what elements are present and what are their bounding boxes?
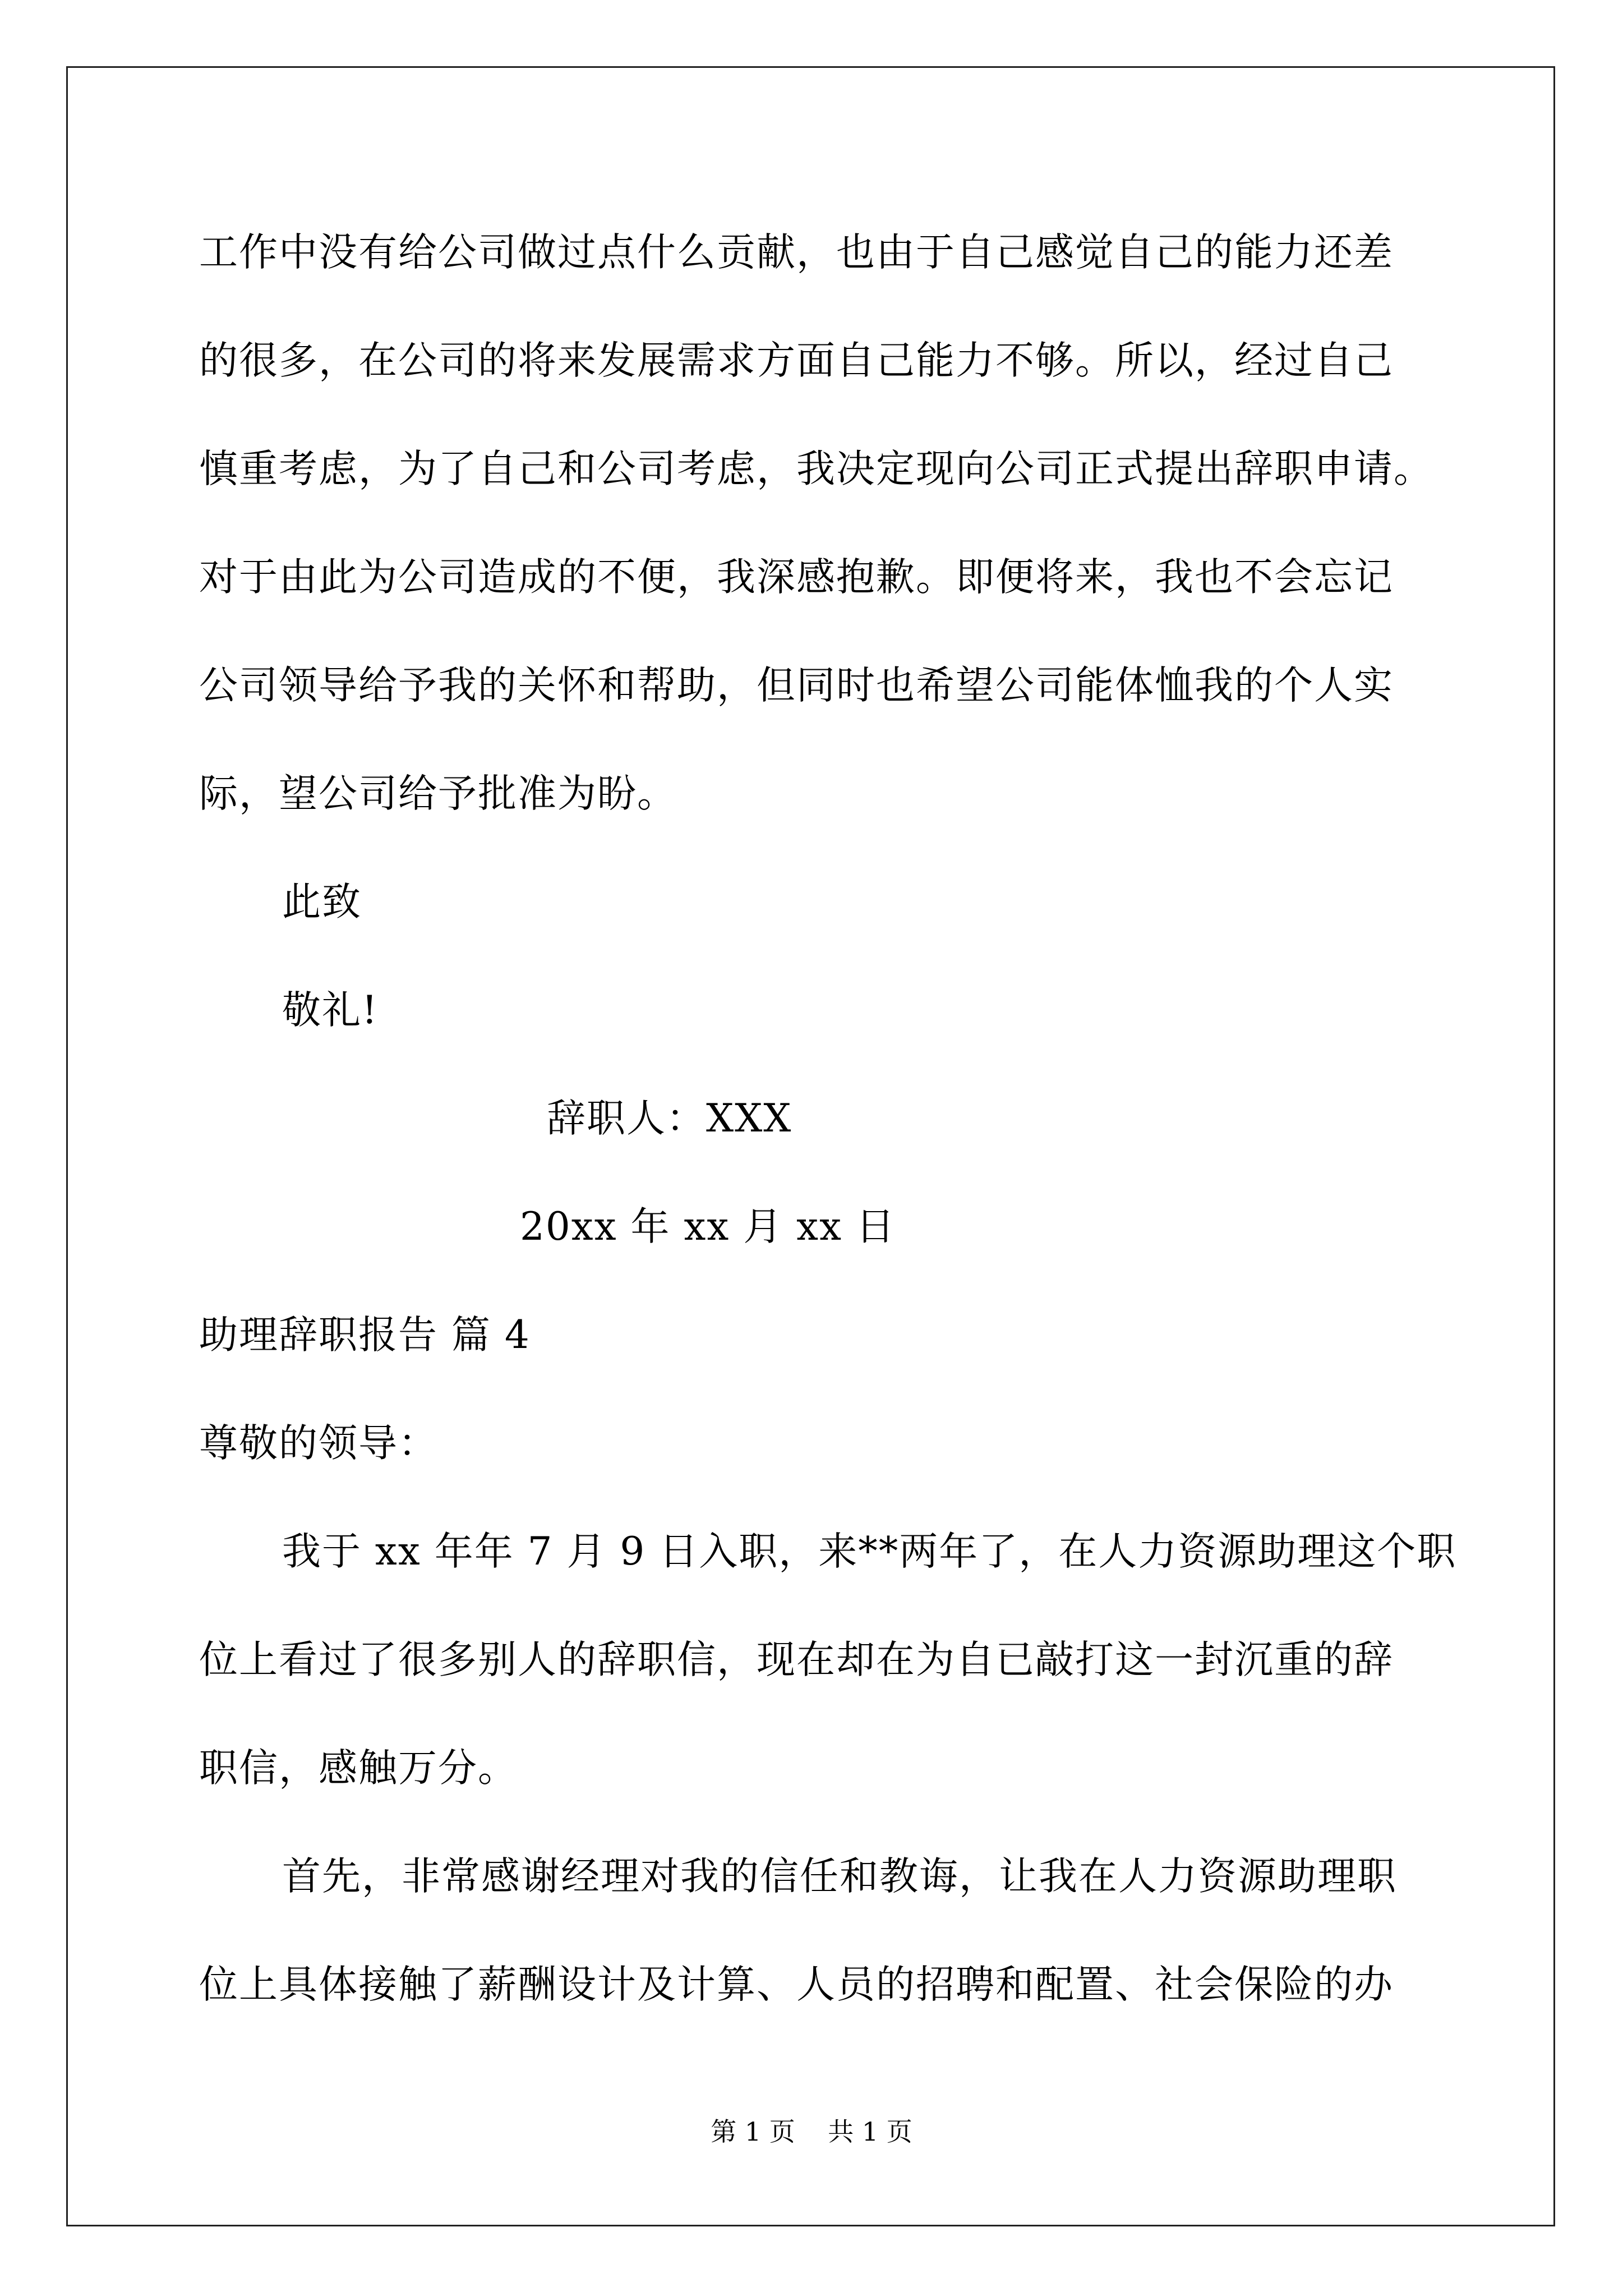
body-line: 的很多，在公司的将来发展需求方面自己能力不够。所以，经过自己: [199, 338, 1394, 383]
closing-greeting: 此致: [282, 880, 362, 924]
body-line: 慎重考虑，为了自己和公司考虑，我决定现向公司正式提出辞职申请。: [199, 447, 1433, 491]
body-line: 首先，非常感谢经理对我的信任和教诲，让我在人力资源助理职: [282, 1854, 1397, 1899]
salutation: 尊敬的领导：: [199, 1421, 438, 1466]
page-border: [66, 66, 1555, 2226]
page-footer: 第 1 页 共 1 页: [711, 2116, 912, 2147]
section-title: 助理辞职报告 篇 4: [199, 1313, 531, 1358]
body-line: 位上看过了很多别人的辞职信，现在却在为自已敲打这一封沉重的辞: [199, 1637, 1394, 1682]
body-line: 职信，感触万分。: [199, 1746, 518, 1791]
body-line: 际，望公司给予批准为盼。: [199, 771, 677, 816]
date-line: 20xx 年 xx 月 xx 日: [520, 1204, 896, 1249]
body-line: 对于由此为公司造成的不便，我深感抱歉。即便将来，我也不会忘记: [199, 555, 1394, 600]
body-line: 我于 xx 年年 7 月 9 日入职，来**两年了，在人力资源助理这个职: [282, 1529, 1457, 1574]
signature: 辞职人：XXX: [547, 1096, 792, 1141]
body-line: 公司领导给予我的关怀和帮助，但同时也希望公司能体恤我的个人实: [199, 663, 1394, 708]
body-line: 工作中没有给公司做过点什么贡献，也由于自己感觉自己的能力还差: [199, 230, 1394, 275]
body-line: 位上具体接触了薪酬设计及计算、人员的招聘和配置、社会保险的办: [199, 1962, 1394, 2007]
closing-salute: 敬礼!: [282, 988, 379, 1033]
